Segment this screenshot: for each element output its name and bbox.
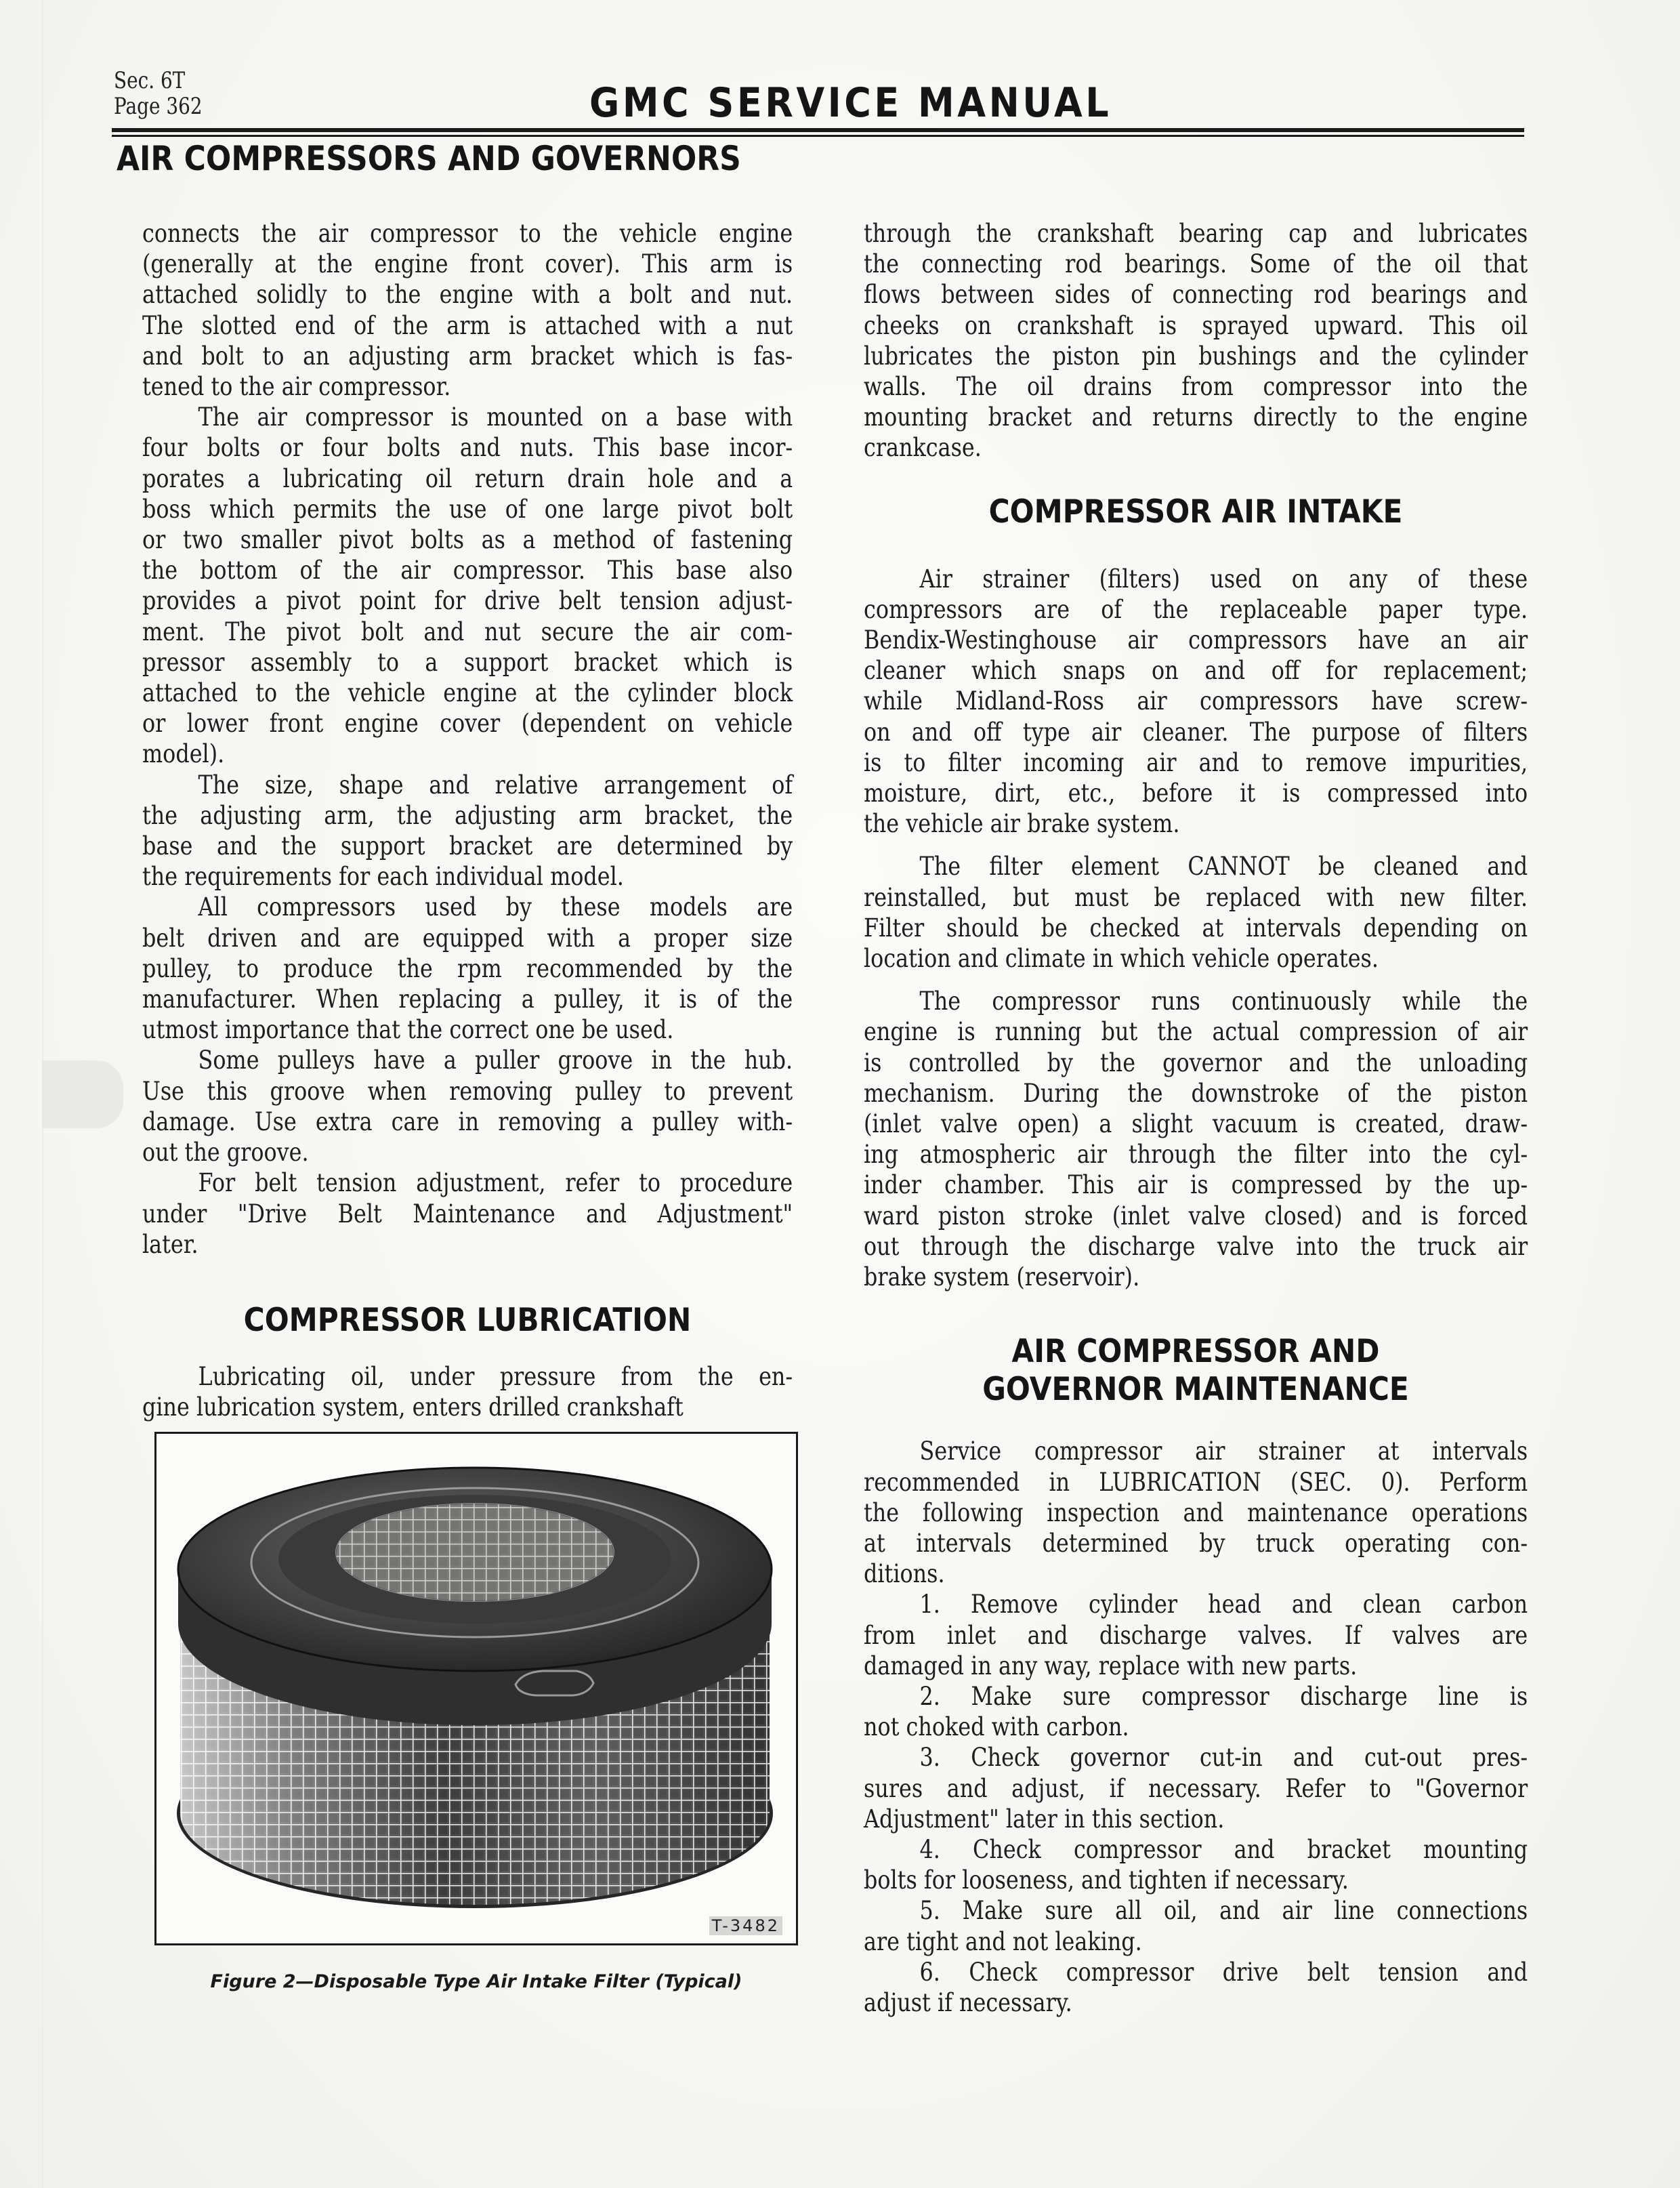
text-line: under "Drive Belt Maintenance and Adjustment" <box>142 1199 793 1229</box>
paragraph-gap <box>864 839 1528 851</box>
text-line: Some pulleys have a puller groove in the hub. <box>198 1046 793 1075</box>
text-line: porates a lubricating oil return drain hole and a <box>142 463 793 493</box>
text-line: bolts for looseness, and tighten if necessary. <box>864 1865 1349 1895</box>
air-filter-illustration <box>156 1434 796 1943</box>
text-line: cleaner which snaps on and off for replacement; <box>864 656 1528 686</box>
text-line: at intervals determined by truck operating con- <box>864 1528 1528 1558</box>
text-line: or two smaller pivot bolts as a method of fastening <box>142 525 793 555</box>
text-line: The slotted end of the arm is attached with a nut <box>142 310 793 340</box>
text-line: on and off type air cleaner. The purpose of filters <box>864 717 1528 747</box>
text-line: Air strainer (filters) used on any of these <box>919 564 1528 594</box>
text-line: mounting bracket and returns directly to the engine <box>864 402 1528 432</box>
text-line: lubricates the piston pin bushings and the cylinder <box>864 341 1528 371</box>
text-line: Filter should be checked at intervals depending on <box>864 913 1528 943</box>
text-line: tened to the air compressor. <box>142 372 451 402</box>
text-line: 4. Check compressor and bracket mounting <box>919 1834 1528 1864</box>
paragraph <box>142 1361 793 1422</box>
paragraph <box>142 892 793 1045</box>
text-line: ward piston stroke (inlet valve closed) and is forced <box>864 1201 1528 1231</box>
text-line: the vehicle air brake system. <box>864 809 1180 839</box>
paragraph <box>142 1045 793 1168</box>
paragraph <box>864 1436 1528 1589</box>
paragraph <box>864 851 1528 974</box>
text-line: The air compressor is mounted on a base with <box>198 402 793 432</box>
text-line: inder chamber. This air is compressed by the up- <box>864 1170 1528 1200</box>
text-line: out the groove. <box>142 1138 309 1168</box>
left-paragraphs <box>142 218 793 1260</box>
text-line: recommended in LUBRICATION (SEC. 0). Perform <box>864 1467 1528 1497</box>
text-line: The filter element CANNOT be cleaned and <box>919 852 1528 882</box>
text-line: reinstalled, but must be replaced with new filter. <box>864 882 1528 912</box>
text-line: are tight and not leaking. <box>864 1926 1142 1956</box>
text-line: gine lubrication system, enters drilled crankshaft <box>142 1392 684 1422</box>
text-line: and bolt to an adjusting arm bracket which is fas- <box>142 341 793 371</box>
section-tab-ghost <box>42 1060 123 1128</box>
paragraph <box>142 402 793 769</box>
text-line: the connecting rod bearings. Some of the oil that <box>864 249 1528 279</box>
text-line: pulley, to produce the rpm recommended by the <box>142 953 793 983</box>
spacer <box>142 1260 793 1302</box>
text-line: model). <box>142 739 225 769</box>
text-line: brake system (reservoir). <box>864 1262 1140 1292</box>
text-line: Service compressor air strainer at intervals <box>919 1437 1528 1466</box>
text-line: ment. The pivot bolt and nut secure the air com- <box>142 617 793 646</box>
section-number: Sec. 6T <box>114 67 186 94</box>
text-line: compressors are of the replaceable paper type. <box>864 594 1528 624</box>
maintenance-step <box>864 1589 1528 1681</box>
text-line: the following inspection and maintenance operations <box>864 1498 1528 1527</box>
maintenance-step <box>864 1834 1528 1895</box>
text-line: not choked with carbon. <box>864 1712 1129 1742</box>
paragraph <box>142 770 793 892</box>
text-line: All compressors used by these models are <box>198 892 793 922</box>
figure-2-air-intake-filter <box>154 1432 798 1945</box>
heading-maintenance-line-1: AIR COMPRESSOR AND <box>1011 1333 1380 1371</box>
text-line: pressor assembly to a support bracket which is <box>142 647 793 677</box>
spacer <box>864 531 1528 564</box>
paragraph <box>864 564 1528 840</box>
heading-compressor-air-intake: COMPRESSOR AIR INTAKE <box>988 493 1403 531</box>
text-line: Lubricating oil, under pressure from the en- <box>198 1361 793 1391</box>
text-line: utmost importance that the correct one be used. <box>142 1015 674 1045</box>
text-line: For belt tension adjustment, refer to procedure <box>198 1168 793 1198</box>
left-column <box>142 218 793 1422</box>
text-line: provides a pivot point for drive belt tension adjust- <box>142 586 793 616</box>
lubrication-paragraph <box>142 1361 793 1422</box>
text-line: the adjusting arm, the adjusting arm bracket, the <box>142 800 793 830</box>
filter-inner-mesh <box>336 1504 614 1601</box>
text-line: belt driven and are equipped with a proper size <box>142 923 793 953</box>
text-line: mechanism. During the downstroke of the piston <box>864 1078 1528 1108</box>
spacer <box>142 1340 793 1361</box>
header-rule <box>112 128 1524 132</box>
text-line: boss which permits the use of one large pivot bolt <box>142 494 793 524</box>
text-line: ditions. <box>864 1559 945 1589</box>
text-line: 6. Check compressor drive belt tension and <box>919 1957 1528 1987</box>
text-line: adjust if necessary. <box>864 1987 1072 2017</box>
figure-code: T-3482 <box>709 1916 782 1935</box>
paragraph <box>864 218 1528 463</box>
heading-maintenance-line-2: GOVERNOR MAINTENANCE <box>982 1371 1409 1409</box>
manual-title: GMC SERVICE MANUAL <box>589 79 1112 127</box>
paragraph-gap <box>864 974 1528 986</box>
text-line: the requirements for each individual model. <box>142 862 624 892</box>
maintenance-step <box>864 1957 1528 2018</box>
text-line: through the crankshaft bearing cap and lubricates <box>864 219 1528 248</box>
figure-caption: Figure 2—Disposable Type Air Intake Filter (Typical) <box>210 1971 742 1992</box>
text-line: or lower front engine cover (dependent on vehicle <box>142 709 793 739</box>
text-line: is to filter incoming air and to remove impurities, <box>864 747 1528 777</box>
text-line: moisture, dirt, etc., before it is compressed into <box>864 779 1528 808</box>
text-line: flows between sides of connecting rod bearings and <box>864 280 1528 310</box>
text-line: (inlet valve open) a slight vacuum is created, draw- <box>864 1109 1528 1139</box>
text-line: The compressor runs continuously while the <box>919 987 1528 1016</box>
text-line: Bendix-Westinghouse air compressors have an air <box>864 625 1528 655</box>
text-line: attached solidly to the engine with a bolt and nut. <box>142 280 793 310</box>
text-line: sures and adjust, if necessary. Refer to "Governor <box>864 1773 1528 1803</box>
right-column <box>864 218 1528 2018</box>
text-line: (generally at the engine front cover). This arm is <box>142 249 793 279</box>
text-line: 1. Remove cylinder head and clean carbon <box>919 1590 1528 1619</box>
heading-compressor-lubrication: COMPRESSOR LUBRICATION <box>243 1301 692 1339</box>
text-line: the bottom of the air compressor. This base also <box>142 556 793 585</box>
spacer <box>864 1292 1528 1333</box>
spacer <box>864 1409 1528 1436</box>
text-line: 5. Make sure all oil, and air line connections <box>919 1896 1528 1926</box>
paragraph <box>142 1168 793 1260</box>
air-intake-paragraphs <box>864 564 1528 1293</box>
maintenance-intro <box>864 1436 1528 1589</box>
maintenance-step <box>864 1895 1528 1956</box>
text-line: manufacturer. When replacing a pulley, it is of the <box>142 985 793 1014</box>
maintenance-steps <box>864 1589 1528 2018</box>
text-line: engine is running but the actual compression of air <box>864 1017 1528 1047</box>
text-line: connects the air compressor to the vehicle engine <box>142 219 793 248</box>
text-line: The size, shape and relative arrangement of <box>198 770 793 800</box>
text-line: ing atmospheric air through the filter into the cyl- <box>864 1140 1528 1170</box>
text-line: walls. The oil drains from compressor into the <box>864 372 1528 402</box>
text-line: crankcase. <box>864 433 982 463</box>
paragraph <box>142 218 793 402</box>
text-line: four bolts or four bolts and nuts. This base incor- <box>142 433 793 463</box>
text-line: later. <box>142 1229 198 1259</box>
header-rule-thin <box>112 135 1524 137</box>
text-line: is controlled by the governor and the unloading <box>864 1048 1528 1077</box>
text-line: Use this groove when removing pulley to prevent <box>142 1076 793 1106</box>
paragraph <box>864 986 1528 1292</box>
text-line: base and the support bracket are determined by <box>142 831 793 861</box>
text-line: 2. Make sure compressor discharge line is <box>919 1681 1528 1711</box>
maintenance-step <box>864 1681 1528 1742</box>
text-line: cheeks on crankshaft is sprayed upward. This oil <box>864 310 1528 340</box>
text-line: Adjustment" later in this section. <box>864 1804 1225 1834</box>
page-number: Page 362 <box>114 93 203 120</box>
text-line: from inlet and discharge valves. If valves are <box>864 1620 1528 1650</box>
text-line: damage. Use extra care in removing a pulley with- <box>142 1107 793 1136</box>
text-line: damaged in any way, replace with new parts. <box>864 1651 1358 1680</box>
text-line: 3. Check governor cut-in and cut-out pres- <box>919 1743 1528 1773</box>
text-line: location and climate in which vehicle operates. <box>864 944 1379 974</box>
text-line: while Midland-Ross air compressors have screw- <box>864 686 1528 716</box>
section-title: AIR COMPRESSORS AND GOVERNORS <box>117 139 741 178</box>
text-line: attached to the vehicle engine at the cylinder block <box>142 678 793 708</box>
text-line: out through the discharge valve into the truck air <box>864 1231 1528 1261</box>
maintenance-step <box>864 1742 1528 1834</box>
spacer <box>864 463 1528 493</box>
lubrication-continued <box>864 218 1528 463</box>
